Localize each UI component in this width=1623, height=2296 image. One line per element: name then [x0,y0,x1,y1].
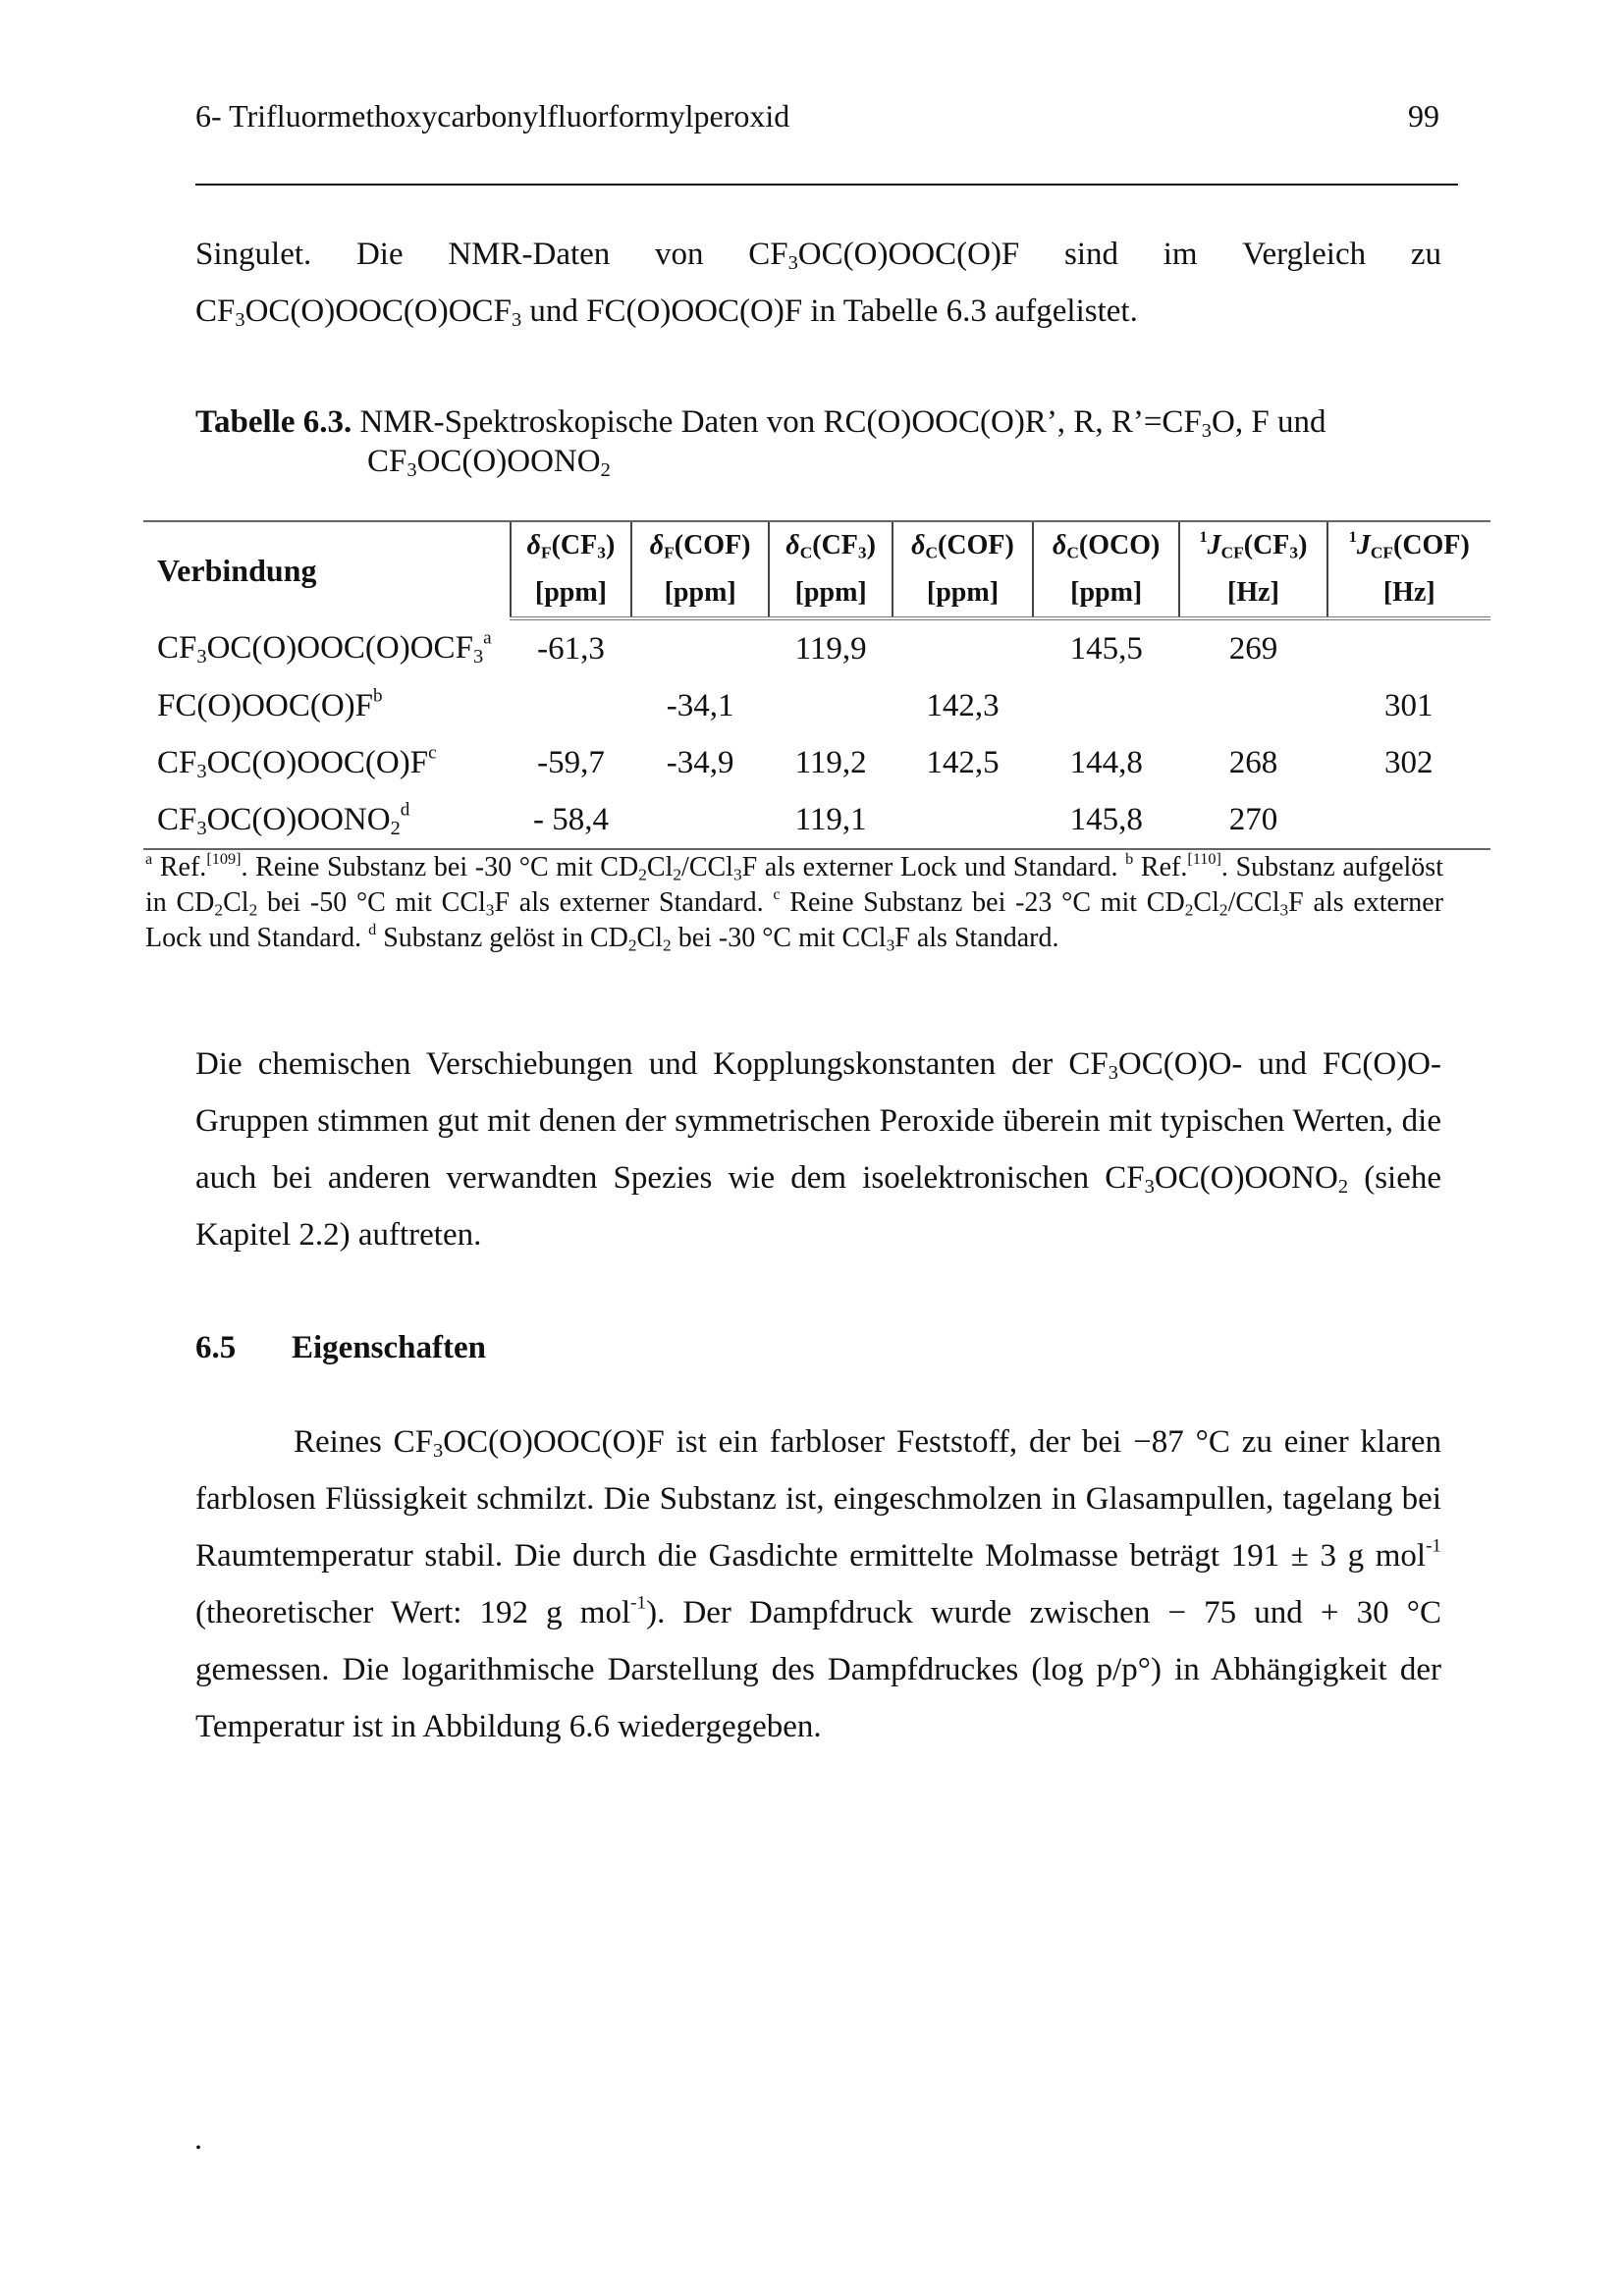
header-dC-OCO: $\delta_C(OCO)$ [1033,521,1179,569]
para2-text: Die chemischen Verschiebungen und Kopplungskonstanten der CF [195,1046,1109,1082]
compound-name: $FC(O)OOC(O)F^b$ [157,685,383,723]
para3-text: Reines CF [294,1424,434,1460]
table-cell: -61,3 [537,630,605,667]
table-cell: 119,1 [769,791,893,849]
table-cell: 119,9 [794,630,867,667]
para3-text: ). Der Dampfdruck wurde zwischen − 75 und + 30 °C gemessen. Die logarithmische Darstellung des Dampfdruckes (log p/p°) in Abhängigkeit der Temperatur ist in Abbildung 6.6 wiedergegeben. [195,1595,1441,1744]
table-cell: 302 [1384,744,1434,780]
footnote-text: F als Standard. [894,923,1059,953]
footnote-text: bei -50 °C mit CCl [266,887,486,918]
header-dC-COF: $\delta_C(COF)$ [893,521,1033,569]
table-cell: -34,1 [666,687,734,723]
intro-word: im [1163,237,1198,272]
page-number: 99 [1408,98,1439,133]
table-cell [769,677,893,734]
intro-word: NMR-Daten [448,237,611,272]
compound-name: $CF_3OC(O)OOC(O)OCF_3^a$ [157,627,492,667]
para2-text: OC(O)O- und FC(O)O-Gruppen stimmen gut mit denen der symmetrischen Peroxide überein mit typischen Werten, die auch bei anderen verwandten Spezies wie dem isoelektronischen CF [195,1046,1441,1196]
stray-mark: . [194,2120,202,2156]
table-cell: 301 [1384,687,1434,723]
header-dF-COF: $\delta_F(COF)$ [631,521,769,569]
compound-name: $CF_3OC(O)OOC(O)F^c$ [157,742,437,782]
footnote-text: als externer Lock und Standard. [145,887,1444,953]
intro-word: Singulet. [195,237,312,272]
footnote-text: Substanz gelöst in CD [383,923,628,953]
header-rule [195,184,1458,186]
properties-paragraph: Reines $CF_3OC(O)OOC(O)F$ ist ein farbloser Feststoff, der bei −87 °C zu einer klaren farblosen Flüssigkeit schmilzt. Die Substanz ist, eingeschmolzen in Glasampullen, tagelang bei Raumtemperatur stabil. Die durch die Gasdichte ermittelte Molmasse beträgt 191 ± 3 g mol$^{-1}$ (theoretischer Wert: 192 g mol$^{-1}$). Der Dampfdruck wurde zwischen − 75 und + 30 °C gemessen. Die logarithmische Darstellung des Dampfdruckes (log p/p°) in Abhängigkeit der Temperatur ist in Abbildung 6.6 wiedergegeben. [195,1424,1441,1744]
caption-text-3: OC(O)OONO [416,444,601,479]
table-cell [1327,618,1490,677]
table-row [143,734,1490,791]
table-cell [631,791,769,849]
nmr-data-table [143,520,1490,850]
para2-text: (siehe Kapitel 2.2) auftreten. [195,1160,1441,1253]
intro-word: sind [1064,237,1119,272]
table-cell [893,791,1033,849]
footnote-text: bei -30 °C mit CCl [677,923,887,953]
table-row [143,677,1490,734]
table-row [143,791,1490,849]
header-dF-CF3: $\delta_F(CF_3)$ [511,521,631,569]
table-cell: - 58,4 [511,791,631,849]
table-cell: 142,3 [926,687,1000,723]
table-caption: Tabelle 6.3. NMR-Spektroskopische Daten von RC(O)OOC(O)R’, R, $R’=CF_3O$, F und $CF_3OC(O)OONO_2$ [195,402,1442,481]
header-verbindung: Verbindung [143,521,511,618]
intro-line-2-text: und FC(O)OOC(O)F in Tabelle 6.3 aufgelistet. [529,294,1138,329]
table-cell: 144,8 [1069,744,1143,780]
intro-word: zu [1410,237,1441,272]
footnote-ref-a: [109] [206,849,242,868]
intro-word: Vergleich [1242,237,1367,272]
caption-text-2: O, F und [1212,404,1326,440]
table-cell [511,677,631,734]
table-cell: 270 [1179,791,1326,849]
caption-label: Tabelle 6.3. [195,404,352,440]
intro-paragraph [195,226,1441,340]
table-cell: 119,2 [794,744,867,780]
table-cell [893,618,1033,677]
para2-text: OC(O)OONO [1154,1160,1338,1196]
section-number: 6.5 [195,1330,237,1365]
compound-note: c [428,742,437,764]
table-cell [1033,677,1179,734]
header-J-CF3: $^1J_{CF}(CF_3)$ [1179,521,1326,569]
table-cell: 269 [1228,630,1278,667]
discussion-paragraph: Die chemischen Verschiebungen und Kopplungskonstanten der $CF_3OC(O)O-$ und FC(O)O-Gruppen stimmen gut mit denen der symmetrischen Peroxide überein mit typischen Werten, die auch bei anderen verwandten Spezies wie dem isoelektronischen $CF_3OC(O)OONO_2$ (siehe Kapitel 2.2) auftreten. [195,1046,1441,1253]
compound-note: b [373,685,383,707]
intro-formula: $CF_3OC(O)OOC(O)F$ [748,237,1020,275]
intro-line-2: $CF_3OC(O)OOC(O)OCF_3$ und FC(O)OOC(O)F in Tabelle 6.3 aufgelistet. [195,294,1138,332]
unit-cell: [Hz] [1179,569,1326,618]
table-cell [1179,677,1326,734]
compound-note: a [483,627,492,649]
footnote-text: als externer Lock und Standard. [764,852,1118,882]
para3-text: OC(O)OOC(O)F ist ein farbloser Feststoff, der bei −87 °C zu einer klaren farblosen Flüssigkeit schmilzt. Die Substanz ist, eingeschmolzen in Glasampullen, tagelang bei Raumtemperatur stabil. Die durch die Gasdichte ermittelte Molmasse beträgt 191 ± 3 g mol [195,1424,1441,1574]
footnote-text: F als externer Standard. [494,887,764,918]
header-J-COF: $^1J_{CF}(COF)$ [1327,521,1490,569]
caption-line-2: $CF_3OC(O)OONO_2$ [367,444,611,482]
unit-cell: [ppm] [511,569,631,618]
unit-cell: [ppm] [631,569,769,618]
header-dC-CF3: $\delta_C(CF_3)$ [769,521,893,569]
unit-cell: [Hz] [1327,569,1490,618]
footnote-text: Substanz aufgelöst in CD [145,852,1443,918]
table-cell: -59,7 [537,744,605,780]
unit-cell: [ppm] [769,569,893,618]
compound-name: $CF_3OC(O)OONO_2^d$ [143,791,511,849]
footnote-text: . Reine Substanz bei -30 °C mit CD [241,852,639,882]
table-cell [1327,791,1490,849]
section-title: Eigenschaften [292,1330,486,1365]
table-cell: -34,9 [666,744,734,780]
para3-text: (theoretischer Wert: 192 g mol [195,1595,631,1630]
unit-cell: [ppm] [893,569,1033,618]
para3-indent [195,1424,294,1460]
table-cell: 145,5 [1069,630,1143,667]
caption-text: NMR-Spektroskopische Daten von RC(O)OOC(O)R’, R, R’=CF [359,404,1202,440]
table-footnote: $^a$ Ref.[109]. Reine Substanz bei -30 °C mit $CD_2Cl_2/CCl_3F$ als externer Lock und Standard. $^b$ Ref.[110]. Substanz aufgelöst in $CD_2Cl_2$ bei -50 °C mit CCl$_3$F als externer Standard. $^c$ Reine Substanz bei -23 °C mit $CD_2Cl_2/CCl_3F$ als externer Lock und Standard. $^d$ Substanz gelöst in $CD_2Cl_2$ bei -30 °C mit CCl$_3$F als Standard. [145,849,1444,955]
table-cell: 145,8 [1033,791,1179,849]
table-cell [631,618,769,677]
running-head-title: 6- Trifluormethoxycarbonylfluorformylperoxid [195,98,790,133]
compound-note: d [400,799,410,821]
unit-cell: [ppm] [1033,569,1179,618]
table-header-row [143,521,1490,569]
table-cell: 268 [1228,744,1278,780]
intro-line-1 [195,226,1441,283]
intro-word: von [655,237,704,272]
table-row [143,618,1490,677]
intro-word: Die [355,237,404,272]
footnote-text: Reine Substanz bei -23 °C mit [789,887,1138,918]
footnote-ref-b: [110] [1187,849,1221,868]
table-cell: 142,5 [926,744,1000,780]
